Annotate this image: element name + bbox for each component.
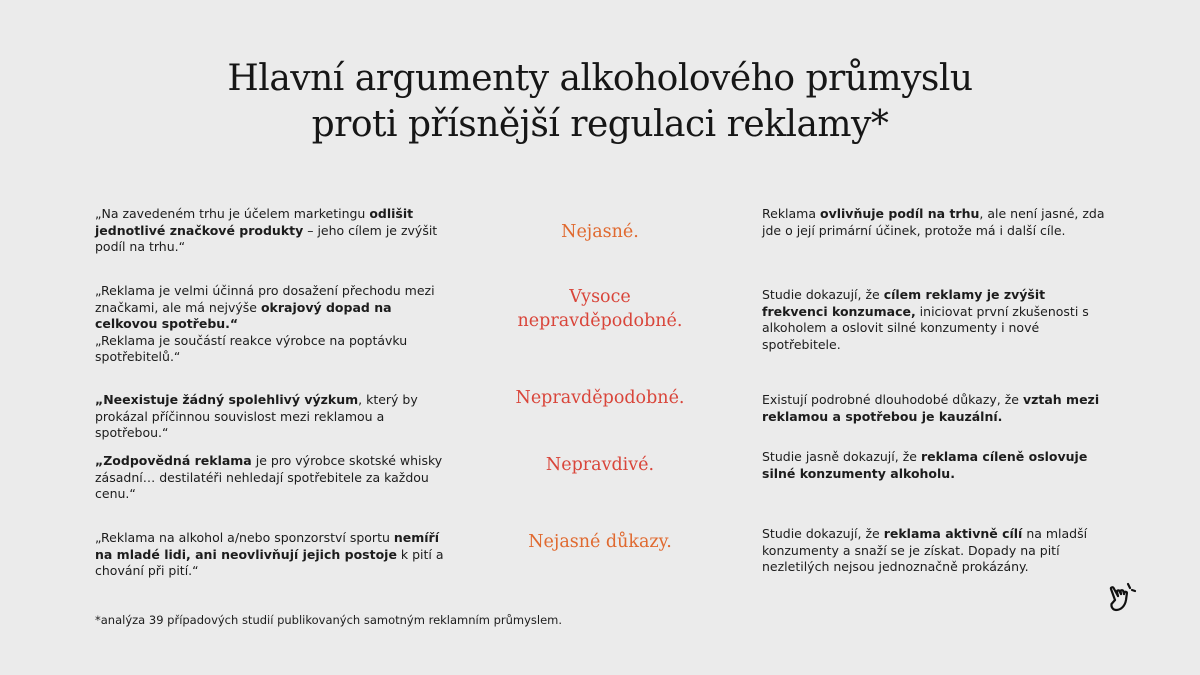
evidence-text: Reklama ovlivňuje podíl na trhu, ale není jasné, zda jde o její primární účinek, protože má i další cíle. [762, 206, 1105, 238]
industry-claim: „Neexistuje žádný spolehlivý výzkum, který by prokázal příčinnou souvislost mezi reklamou a spotřebou.“ [95, 392, 418, 440]
verdict-label: Nejasné. [561, 222, 639, 242]
evidence-text: Studie dokazují, že cílem reklamy je zvýšit frekvenci konzumace, iniciovat první zkušenosti s alkoholem a oslovit silné konzumenty i nové spotřebitele. [762, 287, 1089, 352]
verdict-label: Nejasné důkazy. [528, 532, 672, 552]
industry-claim: „Reklama na alkohol a/nebo sponzorství sportu nemíří na mladé lidi, ani neovlivňují jejich postoje k pití a chování při pití.“ [95, 530, 444, 578]
page-title [0, 56, 1200, 148]
verdict-label: Nepravdivé. [545, 455, 655, 475]
hand-pointer-icon [1106, 580, 1138, 614]
footnote: *analýza 39 případových studií publikovaných samotným reklamním průmyslem. [95, 613, 563, 627]
verdict-label: Vysoce nepravděpodobné. [517, 287, 683, 331]
evidence-text: Existují podrobné dlouhodobé důkazy, že vztah mezi reklamou a spotřebou je kauzální. [762, 392, 1100, 424]
title-line-1: Hlavní argumenty alkoholového průmyslu [227, 58, 973, 99]
evidence-text: Studie jasně dokazují, že reklama cíleně oslovuje silné konzumenty alkoholu. [762, 449, 1088, 481]
verdict-label: Nepravděpodobné. [515, 388, 685, 408]
industry-claim: „Reklama je velmi účinná pro dosažení přechodu mezi značkami, ale má nejvýše okrajový dopad na celkovou spotřebu.“ „Reklama je součástí reakce výrobce na poptávku spotřebitelů.“ [95, 283, 435, 364]
title-line-2: proti přísnější regulaci reklamy* [311, 104, 889, 145]
industry-claim: „Zodpovědná reklama je pro výrobce skotské whisky zásadní… destilatéři nehledají spotřebitele za každou cenu.“ [95, 453, 443, 501]
evidence-text: Studie dokazují, že reklama aktivně cílí na mladší konzumenty a snaží se je získat. Dopady na pití nezletilých nejsou jednoznačně prokázány. [762, 526, 1088, 574]
industry-claim: „Na zavedeném trhu je účelem marketingu odlišit jednotlivé značkové produkty – jeho cílem je zvýšit podíl na trhu.“ [95, 206, 438, 254]
